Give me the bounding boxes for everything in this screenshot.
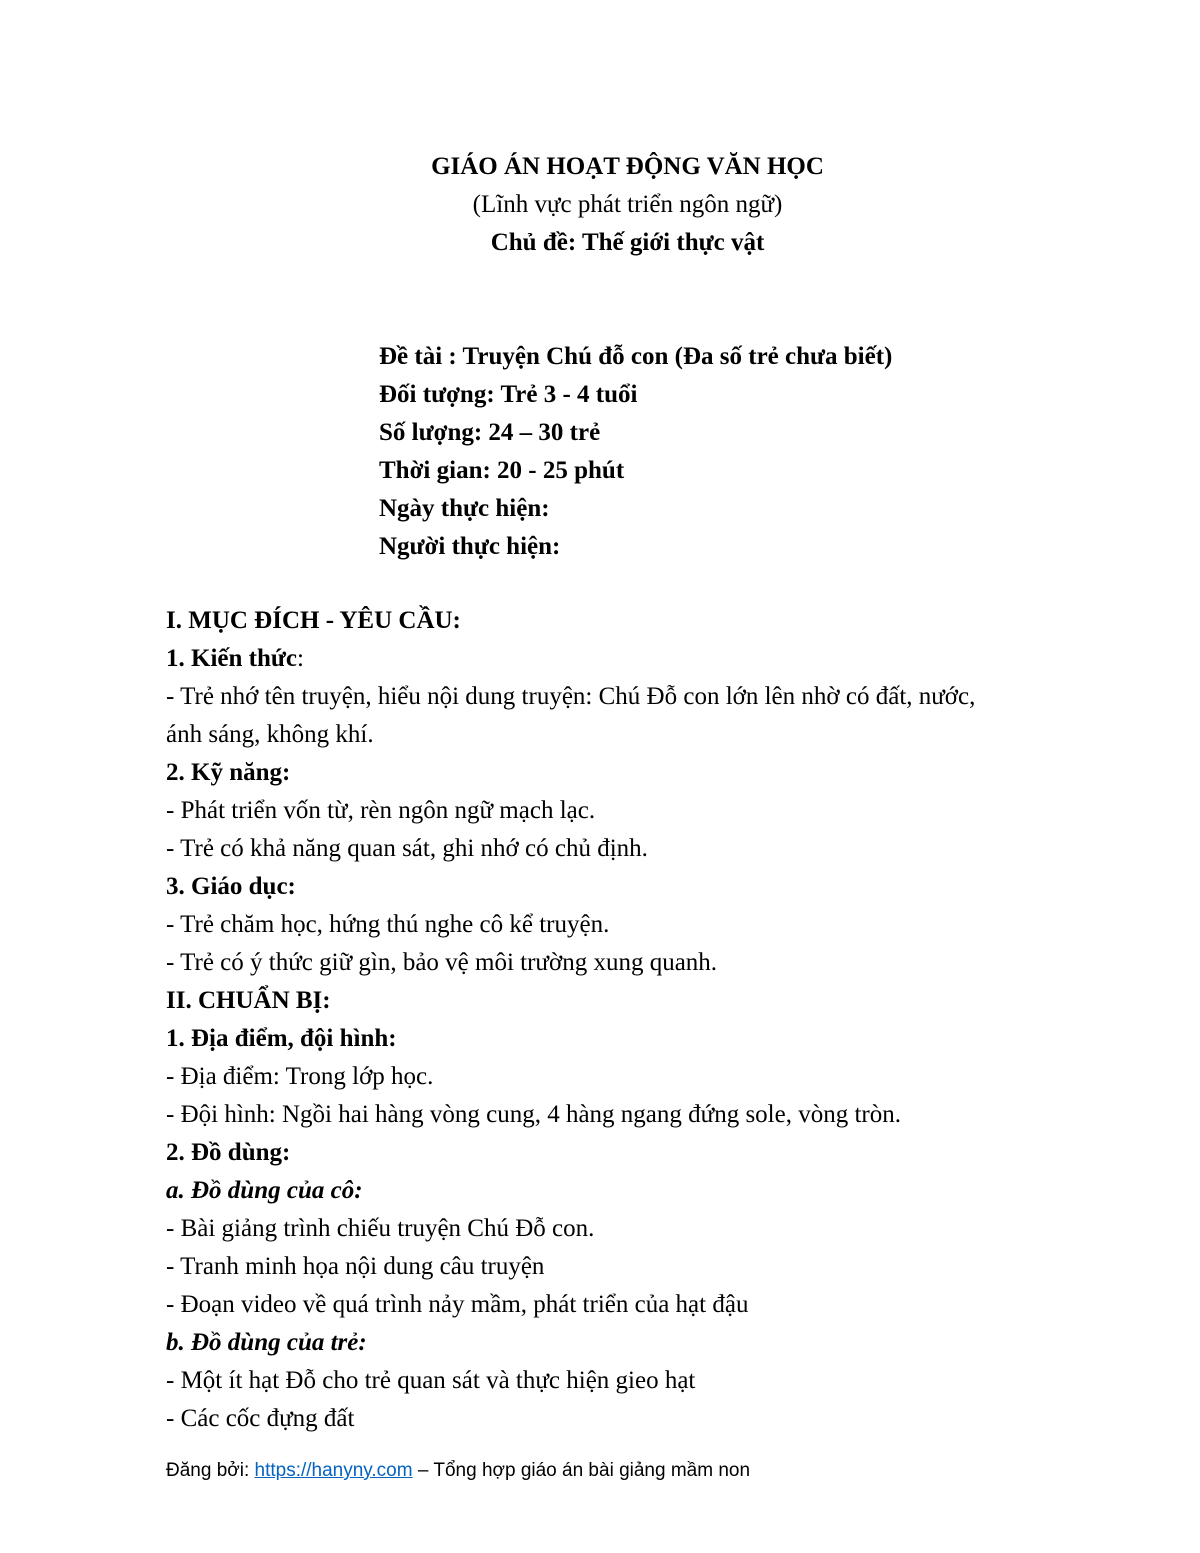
lesson-topic: Đề tài : Truyện Chú đỗ con (Đa số trẻ chưa biết) bbox=[379, 343, 893, 370]
footer-suffix: – Tổng hợp giáo án bài giảng mầm non bbox=[412, 1460, 751, 1481]
document-theme: Chủ đề: Thế giới thực vật bbox=[490, 229, 765, 256]
list-item: - Địa điểm: Trong lớp học. bbox=[166, 1063, 434, 1090]
document-title: GIÁO ÁN HOẠT ĐỘNG VĂN HỌC bbox=[431, 153, 824, 180]
lesson-teacher: Người thực hiện: bbox=[379, 533, 561, 560]
list-item: - Phát triển vốn từ, rèn ngôn ngữ mạch lạc. bbox=[166, 797, 596, 824]
footer-link[interactable]: https://hanyny.com bbox=[254, 1460, 413, 1481]
list-item: - Trẻ có khả năng quan sát, ghi nhớ có chủ định. bbox=[166, 835, 648, 862]
list-item: - Đội hình: Ngồi hai hàng vòng cung, 4 hàng ngang đứng sole, vòng tròn. bbox=[166, 1101, 901, 1128]
lesson-info bbox=[379, 338, 892, 566]
footer-prefix: Đăng bởi: bbox=[166, 1460, 255, 1481]
list-item: - Một ít hạt Đỗ cho trẻ quan sát và thực hiện gieo hạt bbox=[166, 1367, 696, 1394]
document-header bbox=[0, 148, 1200, 262]
lesson-duration: Thời gian: 20 - 25 phút bbox=[379, 457, 625, 484]
knowledge-item-continued: ánh sáng, không khí. bbox=[166, 721, 374, 748]
subheading-knowledge bbox=[166, 640, 1086, 678]
knowledge-label: 1. Kiến thức bbox=[166, 645, 297, 672]
list-item: - Đoạn video về quá trình nảy mầm, phát triển của hạt đậu bbox=[166, 1291, 749, 1318]
lesson-date: Ngày thực hiện: bbox=[379, 495, 550, 522]
subheading-child-materials: b. Đồ dùng của trẻ: bbox=[166, 1329, 367, 1356]
subheading-education: 3. Giáo dục: bbox=[166, 873, 296, 900]
document-subtitle: (Lĩnh vực phát triển ngôn ngữ) bbox=[472, 191, 783, 218]
list-item: - Các cốc đựng đất bbox=[166, 1405, 355, 1432]
lesson-count: Số lượng: 24 – 30 trẻ bbox=[379, 419, 601, 446]
subheading-location: 1. Địa điểm, đội hình: bbox=[166, 1025, 397, 1052]
subheading-skills: 2. Kỹ năng: bbox=[166, 759, 291, 786]
subheading-teacher-materials: a. Đồ dùng của cô: bbox=[166, 1177, 363, 1204]
section-heading-purpose: I. MỤC ĐÍCH - YÊU CẦU: bbox=[166, 607, 461, 634]
document-body bbox=[166, 602, 1086, 1438]
list-item: - Trẻ có ý thức giữ gìn, bảo vệ môi trường xung quanh. bbox=[166, 949, 718, 976]
page-footer bbox=[166, 1458, 750, 1484]
list-item: - Trẻ chăm học, hứng thú nghe cô kể truyện. bbox=[166, 911, 610, 938]
subheading-materials: 2. Đồ dùng: bbox=[166, 1139, 291, 1166]
section-heading-preparation: II. CHUẨN BỊ: bbox=[166, 987, 331, 1014]
list-item: - Tranh minh họa nội dung câu truyện bbox=[166, 1253, 545, 1280]
lesson-audience: Đối tượng: Trẻ 3 - 4 tuổi bbox=[379, 381, 638, 408]
knowledge-item: - Trẻ nhớ tên truyện, hiểu nội dung truyện: Chú Đỗ con lớn lên nhờ có đất, nước, bbox=[166, 683, 976, 710]
knowledge-colon: : bbox=[296, 645, 304, 672]
list-item: - Bài giảng trình chiếu truyện Chú Đỗ con. bbox=[166, 1215, 595, 1242]
